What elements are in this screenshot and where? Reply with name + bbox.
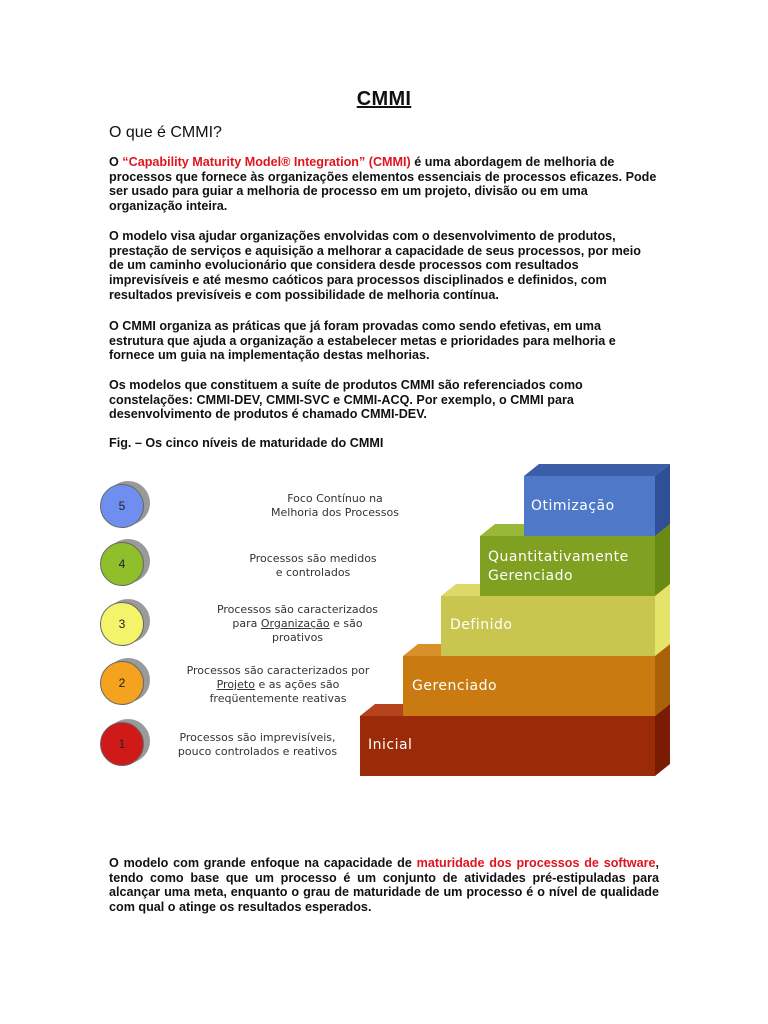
desc-line: Processos são caracterizados	[216, 603, 379, 616]
paragraph-rest: , tendo como base que um processo é um conjunto de atividades pré-estipuladas para alcançar uma meta, enquanto o grau de maturidade de um processo é o nível de qualidade com qual o atinge os resultados esperados.	[109, 856, 659, 915]
step-label-gerenciado: Gerenciado	[412, 678, 498, 694]
step-5-side	[655, 464, 670, 536]
desc-underlined: Organização	[260, 617, 330, 630]
paragraph-prefix: O	[109, 155, 123, 169]
paragraph-practices-text: O CMMI organiza as práticas que já foram provadas como sendo efetivas, em uma estrutura que ajuda a organização a estabelecer metas e prioridades para melhoria e fornece um guia na implementação destas melhorias.	[109, 319, 616, 363]
paragraph-constellations-text: Os modelos que constituem a suíte de produtos CMMI são referenciados como constelações: CMMI-DEV, CMMI-SVC e CMMI-ACQ. Por exemplo, o CMMI para desenvolvimento de produtos é chamado CMMI-DEV.	[109, 378, 583, 422]
paragraph-prefix: O modelo com grande enfoque na capacidade de	[109, 856, 417, 870]
step-label-definido: Definido	[450, 617, 513, 633]
step-1-side	[655, 704, 670, 776]
desc-line: para	[232, 617, 258, 630]
level-1-description	[155, 731, 360, 759]
step-5-top	[524, 464, 670, 476]
desc-line: Processos são caracterizados por	[186, 664, 370, 677]
paragraph-constellations	[109, 378, 657, 422]
step-label-otimizacao: Otimização	[531, 498, 615, 514]
section-heading: O que é CMMI?	[109, 124, 222, 141]
step-label-quantitativamente	[488, 548, 629, 586]
step-label-line: Quantitativamente	[488, 549, 629, 565]
desc-line: proativos	[271, 631, 324, 644]
desc-line: Processos são imprevisíveis,	[179, 731, 336, 744]
desc-line: e as ações são	[258, 678, 340, 691]
step-3-side	[655, 584, 670, 656]
level-4-circle: 4	[100, 542, 144, 586]
step-4-side	[655, 524, 670, 596]
maturity-highlight: maturidade dos processos de software	[416, 856, 656, 870]
paragraph-practices	[109, 319, 657, 363]
paragraph-maturity	[109, 856, 659, 915]
step-label-line: Gerenciado	[488, 568, 574, 584]
step-label-inicial: Inicial	[368, 737, 413, 753]
desc-line: Foco Contínuo na	[287, 492, 383, 505]
desc-line: Melhoria dos Processos	[271, 506, 399, 519]
desc-line: freqüentemente reativas	[209, 692, 347, 705]
paragraph-purpose-text: O modelo visa ajudar organizações envolvidas com o desenvolvimento de produtos, prestação de serviços e aquisição a melhorar a capacidade de seus processos, por meio de um caminho evolucionário que considera desde processos com resultados imprevisíveis e até mesmo caóticos para processos disciplinados e definidos, com resultados previsíveis e com possibilidade de melhoria contínua.	[109, 229, 641, 302]
level-3-circle: 3	[100, 602, 144, 646]
level-1-circle: 1	[100, 722, 144, 766]
paragraph-purpose	[109, 229, 657, 303]
paragraph-rest: é uma abordagem de melhoria de processos que fornece às organizações elementos essenciais de processos eficazes. Pode ser usado para guiar a melhoria de processo em um projeto, divisão ou em uma organização inteira.	[109, 155, 657, 214]
desc-line: e controlados	[275, 566, 351, 579]
desc-line: e são	[333, 617, 363, 630]
level-5-circle: 5	[100, 484, 144, 528]
cmmi-full-name: “Capability Maturity Model® Integration” (CMMI)	[122, 155, 411, 169]
desc-line: Processos são medidos	[249, 552, 377, 565]
page-title: CMMI	[356, 88, 412, 110]
maturity-staircase	[355, 460, 675, 780]
desc-underlined: Projeto	[216, 678, 255, 691]
desc-line: pouco controlados e reativos	[177, 745, 338, 758]
step-2-side	[655, 644, 670, 716]
figure-caption: Fig. – Os cinco níveis de maturidade do CMMI	[109, 436, 384, 450]
paragraph-definition	[109, 155, 657, 214]
level-2-circle: 2	[100, 661, 144, 705]
